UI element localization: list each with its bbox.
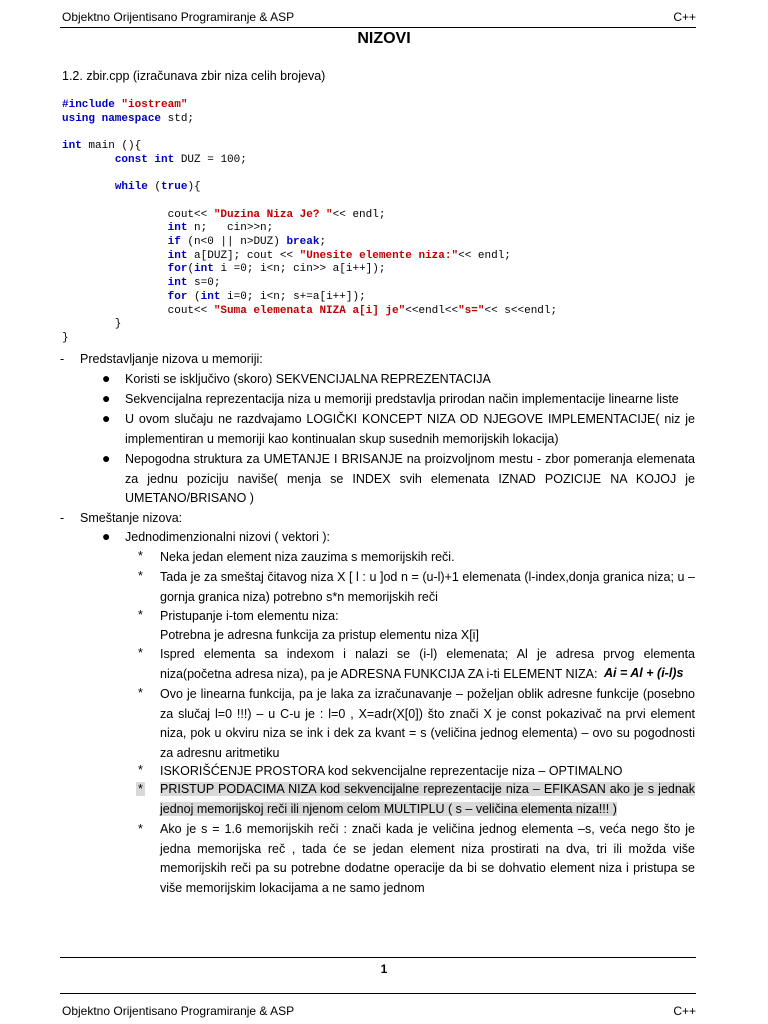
star-marker: * xyxy=(138,782,143,796)
star-text: Ako je s = 1.6 memorijskih reči : znači kada je veličina jednog elementa –s, veća nego što je jedna memorijska reč , tada će se jedan element niza prostirati na dva, tri ili možda više memorijskih reči pa su potrebne dodatne operacije da bi se dohvatio element niza i pristupa se više memorijskim lokacijama a ne samo jednom xyxy=(160,822,695,895)
bullet-dot: ● xyxy=(102,370,111,386)
bullet-text: Jednodimenzionalni nizovi ( vektori ): xyxy=(125,530,330,544)
star-text-highlighted xyxy=(160,780,695,819)
highlighted-text: PRISTUP PODACIMA NIZA kod sekvencijalne reprezentacije niza – EFIKASAN ako je s jednak jednoj memorijskoj reči ili njenom celom MULTIPLU ( s – veličina elementa niza!!! ) xyxy=(160,782,695,816)
star-text: Potrebna je adresna funkcija za pristup elementu niza X[i] xyxy=(160,628,479,642)
star-text: Ovo je linearna funkcija, pa je laka za izračunavanje – poželjan oblik adresne funkcije (posebno za slučaj l=0 !!!) – u C-u je : l=0 , X=adr(X[0]) što znači X je const pokazivač na prvi element niza, pok u okviru niza se ink i dek za kvant = s (veličina jednog elementa) – ovo su pogodnosti za adresnu aritmetiku xyxy=(160,687,695,760)
page-title: NIZOVI xyxy=(357,30,411,47)
star-marker: * xyxy=(138,686,143,700)
header-right: C++ xyxy=(673,10,696,24)
star-marker: * xyxy=(138,549,143,563)
footer-top-rule xyxy=(60,993,696,994)
heading-smestanje: Smeštanje nizova: xyxy=(80,511,183,525)
page-number: 1 xyxy=(380,962,388,976)
dash-marker: - xyxy=(60,352,65,366)
footer-left: Objektno Orijentisano Programiranje & ASP xyxy=(62,1004,295,1018)
bullet-text: Koristi se isključivo (skoro) SEKVENCIJALNA REPREZENTACIJA xyxy=(125,372,491,386)
bullet-text: Nepogodna struktura za UMETANJE I BRISANJE na proizvoljnom mestu - zbor pomeranja elemenata za jednu poziciju naviše( menja se INDEX svih elemenata IZNAD POZICIJE NA KOJOJ je UMETANO/BRISANO ) xyxy=(125,452,695,505)
header-left: Objektno Orijentisano Programiranje & ASP xyxy=(62,10,295,24)
bullet-dot: ● xyxy=(102,528,111,544)
star-text: Tada je za smeštaj čitavog niza X [ l : u ]od n = (u-l)+1 elemenata (l-index,donja granica niza; u – gornja granica niza) potrebno s*n memorijskih reči xyxy=(160,570,695,604)
star-text: Ispred elementa sa indexom i nalazi se (i-l) elemenata; Al je adresa prvog elementa niza(početna adresa niza), pa je ADRESNA FUNKCIJA ZA i-ti ELEMENT NIZA: xyxy=(160,647,695,681)
code-block: #include "iostream" using namespace std; int main (){ const int DUZ = 100; while (true){ cout<< "Duzina Niza Je? "<< endl; int n; cin>>n; if (n<0 || n>DUZ) break; int a[DUZ]; cout << "Unesite elemente niza:"<< endl; for(int i =0; i<n; cin>> a[i++]); int s=0; for (int i=0; i<n; s+=a[i++]); cout<< "Suma elemenata NIZA a[i] je"<<endl<<"s="<< s<<endl; } } xyxy=(62,99,558,344)
star-marker: * xyxy=(138,646,143,660)
page-header xyxy=(62,10,696,24)
bullet-text: U ovom slučaju ne razdvajamo LOGIČKI KONCEPT NIZA OD NJEGOVE IMPLEMENTACIJE( niz je implementiran u memoriji kao kontinualan skup susednih memorijskih lokacija) xyxy=(125,412,695,446)
bullet-dot: ● xyxy=(102,450,111,466)
page-footer xyxy=(62,1004,696,1018)
star-marker: * xyxy=(138,569,143,583)
heading-predstavljanje: Predstavljanje nizova u memoriji: xyxy=(80,352,263,366)
bullet-dot: ● xyxy=(102,410,111,426)
star-text: ISKORIŠĆENJE PROSTORA kod sekvencijalne reprezentacije niza – OPTIMALNO xyxy=(160,764,623,778)
section-subtitle: 1.2. zbir.cpp (izračunava zbir niza celih brojeva) xyxy=(62,69,326,83)
dash-marker: - xyxy=(60,511,65,525)
header-rule xyxy=(60,27,696,28)
star-text: Pristupanje i-tom elementu niza: xyxy=(160,609,339,623)
star-marker: * xyxy=(138,763,143,777)
star-marker: * xyxy=(138,608,143,622)
star-marker: * xyxy=(138,822,143,836)
footer-rule xyxy=(60,957,696,958)
bullet-text: Sekvencijalna reprezentacija niza u memoriji predstavlja prirodan način implementacije linearne liste xyxy=(125,392,679,406)
footer-right: C++ xyxy=(673,1004,696,1018)
bullet-dot: ● xyxy=(102,390,111,406)
star-text: Neka jedan element niza zauzima s memorijskih reči. xyxy=(160,550,455,564)
address-formula: Ai = Al + (i-l)s xyxy=(604,666,684,680)
